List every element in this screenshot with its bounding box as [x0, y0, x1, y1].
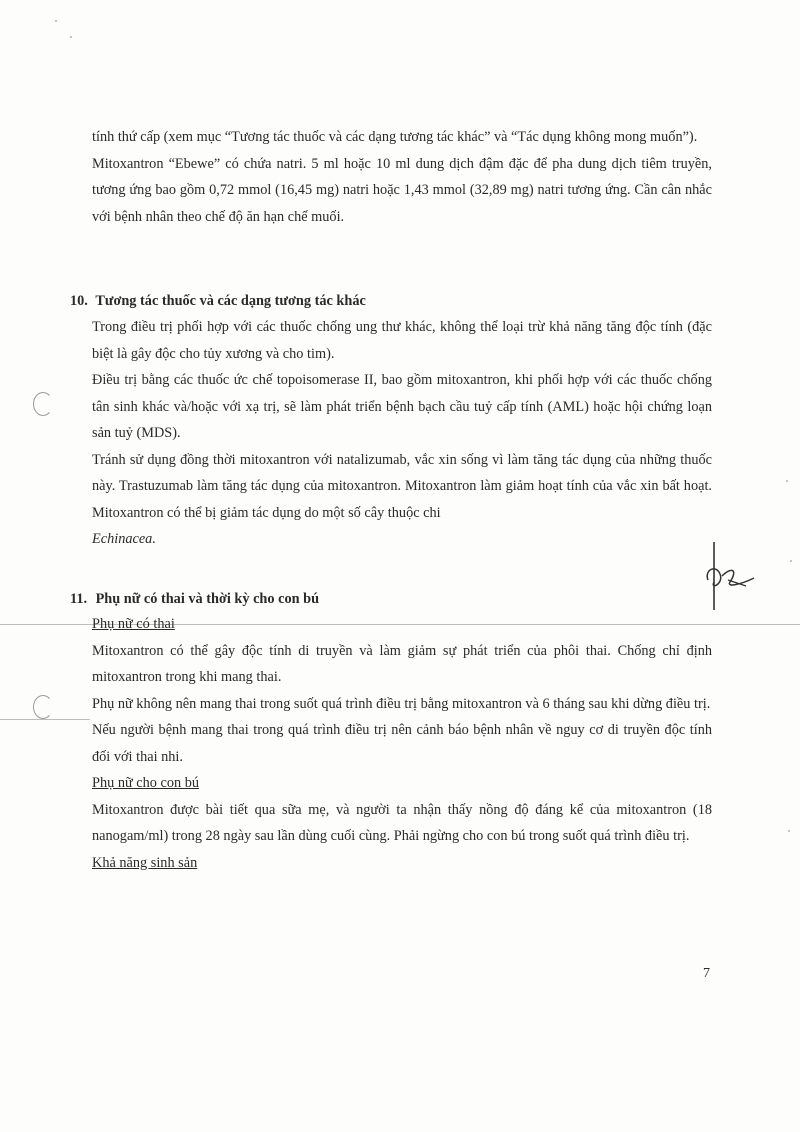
intro-section [92, 124, 712, 230]
scan-speck [70, 36, 72, 38]
section-title: Tương tác thuốc và các dạng tương tác khác [95, 293, 366, 309]
scan-speck [786, 480, 788, 482]
subheading-pregnancy: Phụ nữ có thai [92, 616, 175, 632]
body-paragraph: Mitoxantron có thể gây độc tính di truyền và làm giảm sự phát triển của phôi thai. Chống chỉ định mitoxantron trong khi mang thai. [92, 642, 712, 685]
body-paragraph: Trong điều trị phối hợp với các thuốc chống ung thư khác, không thể loại trừ khả năng tăng độc tính (đặc biệt là gây độc cho tủy xương và cho tim). [92, 319, 712, 362]
body-paragraph: Tránh sử dụng đồng thời mitoxantron với natalizumab, vắc xin sống vì làm tăng tác dụng của những thuốc này. Trastuzumab làm tăng tác dụng của mitoxantron. Mitoxantron làm giảm hoạt tính của vắc xin bất hoạt. Mitoxantron có thể bị giảm tác dụng do một số cây thuộc chi [92, 451, 712, 521]
subheading-fertility: Khả năng sinh sản [92, 854, 198, 871]
subheading-breastfeeding: Phụ nữ cho con bú [92, 775, 200, 791]
body-paragraph: Mitoxantron được bài tiết qua sữa mẹ, và người ta nhận thấy nồng độ đáng kể của mitoxantron (18 nanogam/ml) trong 28 ngày sau lần dùng cuối cùng. Phải ngừng cho con bú trong suốt quá trình điều trị. [92, 801, 712, 844]
intro-paragraph: Mitoxantron “Ebewe” có chứa natri. 5 ml hoặc 10 ml dung dịch đậm đặc để pha dung dịch tiêm truyền, tương ứng bao gồm 0,72 mmol (16,45 mg) natri hoặc 1,43 mmol (32,89 mg) natri tương ứng. Cần cân nhắc với bệnh nhân theo chế độ ăn hạn chế muối. [92, 155, 712, 225]
punch-hole-mark [33, 695, 53, 719]
scan-fold-line [0, 719, 90, 720]
page-number: 7 [703, 966, 710, 981]
section-11-heading [70, 586, 319, 612]
section-title: Phụ nữ có thai và thời kỳ cho con bú [95, 591, 320, 607]
section-10-body [92, 314, 712, 553]
body-paragraph: Nếu người bệnh mang thai trong quá trình điều trị nên cảnh báo bệnh nhân về nguy cơ di truyền độc tính đối với thai nhi. [92, 722, 712, 765]
body-paragraph: Phụ nữ không nên mang thai trong suốt quá trình điều trị bằng mitoxantron và 6 tháng sau khi dừng điều trị. [92, 695, 711, 712]
section-10-heading [70, 288, 366, 314]
body-paragraph: Điều trị bằng các thuốc ức chế topoisomerase II, bao gồm mitoxantron, khi phối hợp với các thuốc chống tân sinh khác và/hoặc với xạ trị, sẽ làm phát triển bệnh bạch cầu tuỷ cấp tính (AML) hoặc hội chứng loạn sản tuỷ (MDS). [92, 372, 712, 441]
punch-hole-mark [33, 392, 53, 416]
section-number: 10. [70, 293, 88, 309]
handwritten-signature [698, 540, 768, 620]
section-11-body [92, 611, 712, 876]
intro-paragraph: tính thứ cấp (xem mục “Tương tác thuốc và các dạng tương tác khác” và “Tác dụng không mong muốn”). [92, 129, 698, 145]
section-number: 11. [70, 591, 88, 607]
scan-speck [790, 560, 792, 562]
scan-speck [788, 830, 790, 832]
italic-term: Echinacea. [92, 531, 156, 547]
scan-speck [55, 20, 57, 22]
